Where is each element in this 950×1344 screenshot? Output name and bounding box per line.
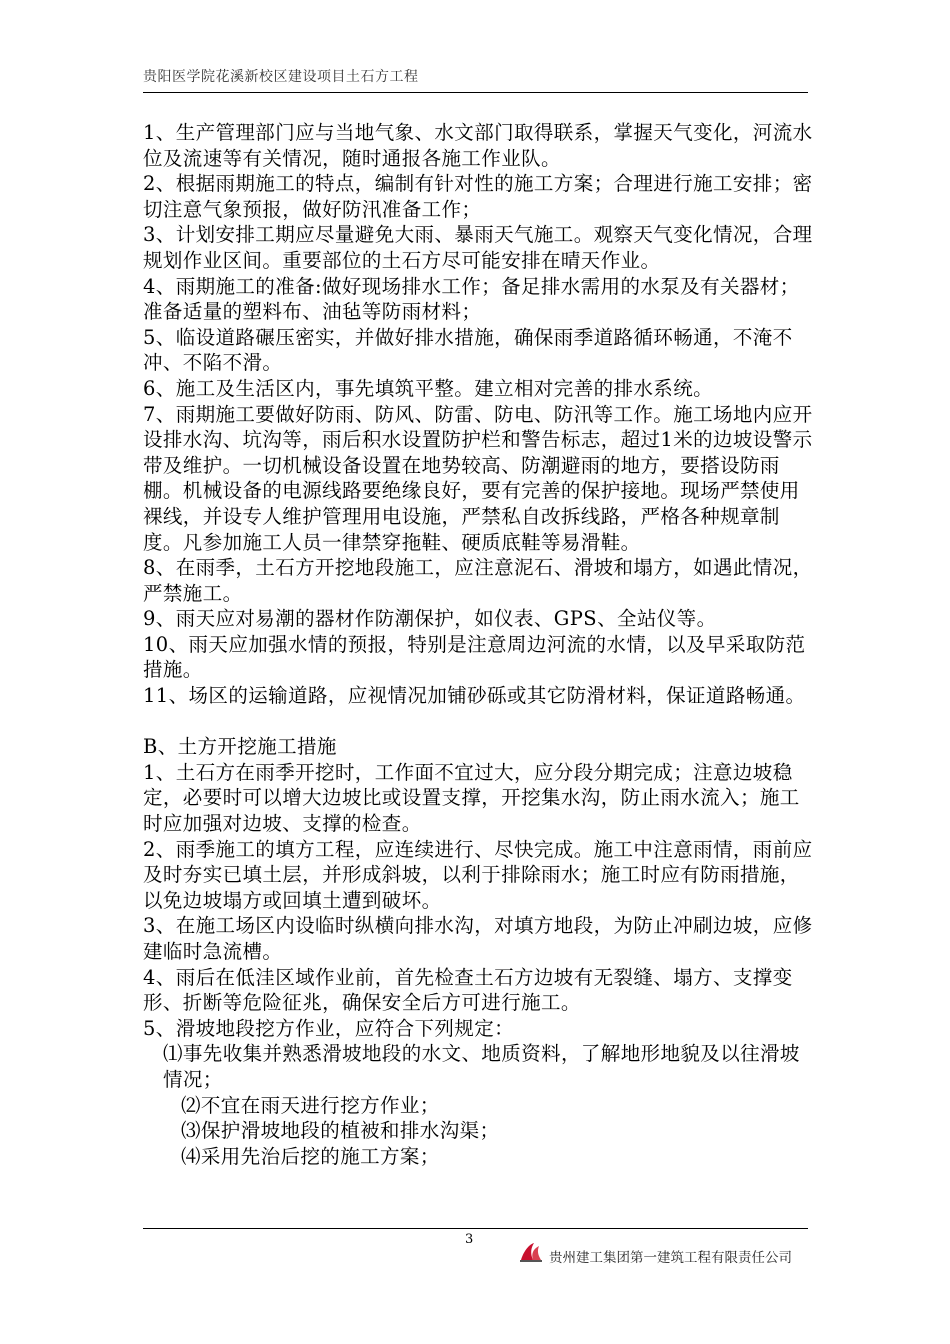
- paragraph: 6、施工及生活区内，事先填筑平整。建立相对完善的排水系统。: [143, 376, 714, 400]
- page-header-title: 贵阳医学院花溪新校区建设项目土石方工程: [143, 69, 419, 85]
- section-heading: B、土方开挖施工措施: [143, 735, 337, 759]
- blank-line: [143, 709, 815, 735]
- page-number: 3: [465, 1232, 474, 1247]
- paragraph: 3、在施工场区内设临时纵横向排水沟，对填方地段，为防止冲刷边坡，应修建临时急流槽。: [143, 914, 813, 963]
- paragraph: 2、根据雨期施工的特点，编制有针对性的施工方案；合理进行施工安排；密切注意气象预报，做好防汛准备工作；: [143, 172, 813, 221]
- paragraph: ⑷采用先治后挖的施工方案；: [181, 1144, 440, 1168]
- paragraph: 7、雨期施工要做好防雨、防风、防雷、防电、防汛等工作。施工场地内应开设排水沟、坑沟等，雨后积水设置防护栏和警告标志，超过1米的边坡设警示带及维护。一切机械设备设置在地势较高、防潮避雨的地方，要搭设防雨棚。机械设备的电源线路要绝缘良好，要有完善的保护接地。现场严禁使用裸线，并设专人维护管理用电设施，严禁私自改拆线路，严格各种规章制度。凡参加施工人员一律禁穿拖鞋、硬质底鞋等易滑鞋。: [143, 402, 813, 554]
- company-logo-icon: [518, 1240, 544, 1264]
- paragraph: 1、土石方在雨季开挖时，工作面不宜过大，应分段分期完成；注意边坡稳定，必要时可以增大边坡比或设置支撑，开挖集水沟，防止雨水流入；施工时应加强对边坡、支撑的检查。: [143, 760, 800, 836]
- paragraph: 1、生产管理部门应与当地气象、水文部门取得联系，掌握天气变化，河流水位及流速等有关情况，随时通报各施工作业队。: [143, 121, 813, 170]
- paragraph: 8、在雨季，土石方开挖地段施工，应注意泥石、滑坡和塌方，如遇此情况，严禁施工。: [143, 556, 813, 605]
- paragraph: 2、雨季施工的填方工程，应连续进行、尽快完成。施工中注意雨情，雨前应及时夯实已填土层，并形成斜坡，以利于排除雨水；施工时应有防雨措施，以免边坡塌方或回填土遭到破坏。: [143, 837, 813, 912]
- footer-divider: [143, 1228, 808, 1229]
- paragraph: ⑶保护滑坡地段的植被和排水沟渠；: [181, 1119, 500, 1143]
- header-divider: [143, 92, 808, 93]
- paragraph: 10、雨天应加强水情的预报，特别是注意周边河流的水情，以及早采取防范措施。: [143, 632, 806, 682]
- paragraph: 11、场区的运输道路，应视情况加铺砂砾或其它防滑材料，保证道路畅通。: [143, 684, 806, 708]
- paragraph: 4、雨期施工的准备:做好现场排水工作；备足排水需用的水泵及有关器材；准备适量的塑料布、油毡等防雨材料；: [143, 274, 800, 324]
- footer-company-name: 贵州建工集团第一建筑工程有限责任公司: [549, 1250, 792, 1266]
- paragraph: 9、雨天应对易潮的器材作防潮保护，如仪表、GPS、全站仪等。: [143, 607, 717, 631]
- paragraph: 5、临设道路碾压密实，并做好排水措施，确保雨季道路循环畅通，不淹不冲、不陷不滑。: [143, 325, 793, 375]
- paragraph: 5、滑坡地段挖方作业，应符合下列规定：: [143, 1016, 515, 1040]
- document-body: [143, 120, 815, 1169]
- paragraph: ⑴事先收集并熟悉滑坡地段的水文、地质资料，了解地形地貌及以往滑坡情况；: [163, 1042, 800, 1091]
- paragraph: 4、雨后在低洼区域作业前，首先检查土石方边坡有无裂缝、塌方、支撑变形、折断等危险征兆，确保安全后方可进行施工。: [143, 965, 793, 1015]
- paragraph: 3、计划安排工期应尽量避免大雨、暴雨天气施工。观察天气变化情况，合理规划作业区间。重要部位的土石方尽可能安排在晴天作业。: [143, 223, 813, 272]
- paragraph: ⑵不宜在雨天进行挖方作业；: [181, 1093, 440, 1117]
